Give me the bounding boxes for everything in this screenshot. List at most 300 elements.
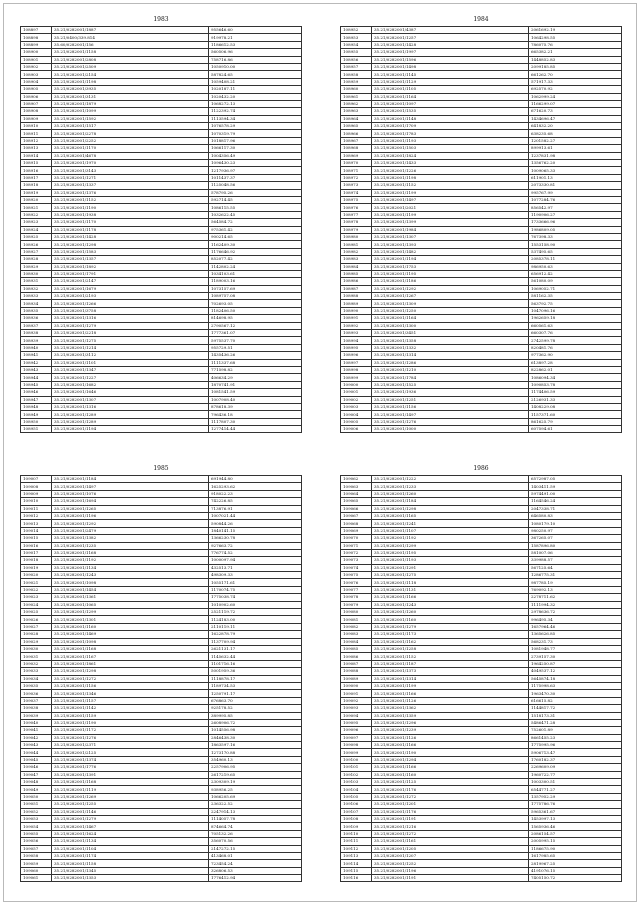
record-id-cell: 108916 (21, 167, 52, 174)
record-id-cell: 109038 (21, 705, 52, 712)
amount-cell: 1018817.96 (209, 137, 302, 144)
amount-cell: 5975537.70 (209, 337, 302, 344)
record-id-cell: 108906 (21, 93, 52, 100)
table-row (341, 520, 622, 527)
amount-cell: 2147272.15 (209, 845, 302, 852)
record-id-cell: 108927 (21, 248, 52, 255)
account-code-cell: 35.21/0282001/1105 (372, 86, 529, 93)
account-code-cell: 35.21/0282001/1201 (372, 801, 529, 808)
account-code-cell: 35.21/0282001/4678 (52, 152, 209, 159)
record-id-cell: 108937 (21, 322, 52, 329)
account-code-cell: 35.21/0282001/1076 (52, 490, 209, 497)
records-table (340, 26, 622, 433)
amount-cell: 563792.75 (529, 300, 622, 307)
table-row (341, 867, 622, 874)
account-code-cell: 35.21/0282001/1148 (372, 115, 529, 122)
table-row (21, 63, 302, 70)
account-code-cell: 35.21/0282001/1195 (372, 270, 529, 277)
table-row (341, 211, 622, 218)
table-row (341, 697, 622, 704)
amount-cell: 1164546.24 (529, 498, 622, 505)
account-code-cell: 35.21/0282001/1292 (52, 520, 209, 527)
account-code-cell: 35.21/0282001/1142 (52, 705, 209, 712)
account-code-cell: 35.21/0282001/1824 (372, 152, 529, 159)
record-id-cell: 108934 (21, 300, 52, 307)
table-row (21, 483, 302, 490)
table-row (21, 189, 302, 196)
amount-cell: 713876.91 (209, 505, 302, 512)
record-id-cell: 109112 (341, 845, 372, 852)
account-code-cell: 35.21/0282001/1164 (372, 93, 529, 100)
amount-cell: 1020187.11 (209, 86, 302, 93)
table-row (341, 557, 622, 564)
amount-cell: 692570.92 (529, 86, 622, 93)
amount-cell: 1122392.74 (209, 108, 302, 115)
account-code-cell: 35.21/0282001/1186 (372, 278, 529, 285)
record-id-cell: 108920 (21, 196, 52, 203)
amount-cell: 656912.42 (529, 270, 622, 277)
amount-cell: 567125.64 (529, 564, 622, 571)
record-id-cell: 109052 (21, 808, 52, 815)
account-code-cell: 35.21/0282001/1104 (52, 845, 209, 852)
record-id-cell: 109104 (341, 786, 372, 793)
record-id-cell: 109014 (21, 527, 52, 534)
record-id-cell: 109040 (21, 719, 52, 726)
record-id-cell: 108949 (21, 411, 52, 418)
record-id-cell: 108977 (341, 211, 372, 218)
table-row (341, 845, 622, 852)
table-row (341, 756, 622, 763)
amount-cell: 702693.05 (209, 300, 302, 307)
amount-cell: 1408229.08 (529, 403, 622, 410)
record-id-cell: 108928 (21, 256, 52, 263)
record-id-cell: 109072 (341, 549, 372, 556)
records-table (340, 475, 622, 882)
table-row (21, 527, 302, 534)
amount-cell: 561080.09 (529, 278, 622, 285)
amount-cell: 1050910.00 (209, 63, 302, 70)
record-id-cell: 109103 (341, 779, 372, 786)
record-id-cell: 108952 (341, 27, 372, 34)
amount-cell: 5974491.00 (529, 490, 622, 497)
account-code-cell: 35.21/0282001/1129 (372, 78, 529, 85)
amount-cell: 1142802.24 (209, 263, 302, 270)
record-id-cell: 109057 (21, 845, 52, 852)
account-code-cell: 35.21/0282001/1166 (372, 764, 529, 771)
table-row (341, 160, 622, 167)
account-code-cell: 35.21/0282001/1118 (372, 579, 529, 586)
block-title: 1985 (153, 465, 169, 472)
record-id-cell: 108967 (341, 137, 372, 144)
account-code-cell: 35.21/0282001/1187 (372, 660, 529, 667)
record-id-cell: 108913 (21, 145, 52, 152)
amount-cell: 571917.33 (529, 78, 622, 85)
account-code-cell: 35.21/0282001/1357 (52, 256, 209, 263)
account-code-cell: 35.21/0282001/1276 (372, 418, 529, 425)
table-row (341, 505, 622, 512)
table-row (341, 293, 622, 300)
account-code-cell: 35.21/0282001/1216 (372, 823, 529, 830)
amount-cell: 1089757.08 (209, 293, 302, 300)
amount-cell: 1963470.30 (529, 690, 622, 697)
record-id-cell: 108990 (341, 307, 372, 314)
amount-cell: 1066205.69 (209, 793, 302, 800)
record-id-cell: 109088 (341, 668, 372, 675)
table-row (341, 396, 622, 403)
account-code-cell: 35.21/0282001/1170 (52, 219, 209, 226)
table-row (341, 152, 622, 159)
amount-cell: 7405150.72 (529, 875, 622, 882)
record-id-cell: 109070 (341, 535, 372, 542)
table-row (341, 359, 622, 366)
table-row (21, 719, 302, 726)
record-id-cell: 109013 (21, 520, 52, 527)
table-row (341, 476, 622, 483)
table-row (21, 196, 302, 203)
table-row (21, 278, 302, 285)
account-code-cell: 35.21/0282001/1168 (52, 549, 209, 556)
account-code-cell: 35.21/0282001/1454 (52, 586, 209, 593)
table-row (21, 572, 302, 579)
table-row (341, 352, 622, 359)
record-id-cell: 109029 (21, 638, 52, 645)
amount-cell: 975361.42 (209, 226, 302, 233)
table-row (21, 137, 302, 144)
record-id-cell: 109026 (21, 616, 52, 623)
account-code-cell: 35.21/0282001/3451 (372, 330, 529, 337)
amount-cell: 786075.76 (529, 41, 622, 48)
record-id-cell: 109051 (21, 801, 52, 808)
account-code-cell: 35.21/0282001/1292 (372, 285, 529, 292)
account-code-cell: 35.21/0282001/1887 (52, 27, 209, 34)
amount-cell: 2047338.71 (529, 505, 622, 512)
record-id-cell: 109109 (341, 823, 372, 830)
table-row (341, 705, 622, 712)
table-row (21, 56, 302, 63)
amount-cell: 2061692.19 (529, 27, 622, 34)
account-code-cell: 35.21/0282001/1000 (372, 426, 529, 433)
table-row (21, 337, 302, 344)
record-id-cell: 108986 (341, 278, 372, 285)
account-code-cell: 35.21/0282001/1279 (372, 623, 529, 630)
record-id-cell: 108993 (341, 330, 372, 337)
account-code-cell: 35.21/0282001/1316 (52, 315, 209, 322)
account-code-cell: 35.21/0282001/1097 (372, 100, 529, 107)
record-id-cell: 108972 (341, 174, 372, 181)
table-row (21, 426, 302, 433)
amount-cell: 356070.56 (209, 838, 302, 845)
amount-cell: 1070319.79 (209, 130, 302, 137)
amount-cell: 2521119.72 (209, 609, 302, 616)
table-row (21, 115, 302, 122)
record-id-cell: 108921 (21, 204, 52, 211)
record-id-cell: 108946 (21, 389, 52, 396)
record-id-cell: 109039 (21, 712, 52, 719)
amount-cell: 354960.13 (209, 756, 302, 763)
account-code-cell: 35.60/0282001/156 (52, 41, 209, 48)
account-code-cell: 35.21/0282001/1984 (372, 226, 529, 233)
account-code-cell: 35.21/0282001/1195 (372, 549, 529, 556)
record-id-cell: 109007 (21, 476, 52, 483)
amount-cell: 1189003.16 (209, 278, 302, 285)
record-id-cell: 108940 (21, 344, 52, 351)
table-row (341, 771, 622, 778)
amount-cell: 1114057.78 (209, 815, 302, 822)
amount-cell: 1059408.21 (209, 78, 302, 85)
amount-cell: 661262.70 (529, 71, 622, 78)
table-row (21, 248, 302, 255)
amount-cell: 665382.21 (529, 49, 622, 56)
account-code-cell: 35.21/0282001/1098 (52, 638, 209, 645)
account-code-cell: 35.21/0282001/3758 (52, 307, 209, 314)
account-code-cell: 35.21/0282001/1391 (52, 771, 209, 778)
amount-cell: 856542.97 (529, 204, 622, 211)
account-code-cell: 35.21/0282001/1241 (372, 520, 529, 527)
amount-cell: 1777361.07 (209, 330, 302, 337)
record-id-cell: 108992 (341, 322, 372, 329)
table-row (341, 182, 622, 189)
account-code-cell: 35.21/0282001/2371 (52, 742, 209, 749)
amount-cell: 5906713.47 (529, 749, 622, 756)
account-code-cell: 35.21/0282001/1166 (372, 742, 529, 749)
account-code-cell: 35.21/0282001/1267 (372, 293, 529, 300)
account-code-cell: 35.21/0282001/1251 (372, 396, 529, 403)
account-code-cell: 35.21/0282001/1469 (52, 631, 209, 638)
table-row (341, 241, 622, 248)
table-row (341, 823, 622, 830)
table-row (341, 483, 622, 490)
amount-cell: 1273170.88 (209, 749, 302, 756)
table-row (341, 93, 622, 100)
table-row (341, 808, 622, 815)
amount-cell: 1175998.63 (529, 682, 622, 689)
account-code-cell: 35.21/0282001/1160 (52, 623, 209, 630)
year-block-1983 (20, 16, 302, 433)
table-row (21, 838, 302, 845)
table-row (341, 852, 622, 859)
amount-cell: 1553158.90 (529, 241, 622, 248)
account-code-cell: 35.21/0282001/1374 (52, 756, 209, 763)
table-row (21, 653, 302, 660)
record-id-cell: 108951 (21, 426, 52, 433)
account-code-cell: 35.21/0282001/1190 (52, 204, 209, 211)
record-id-cell: 109012 (21, 512, 52, 519)
table-row (341, 322, 622, 329)
record-id-cell: 108998 (341, 366, 372, 373)
record-id-cell: 109019 (21, 564, 52, 571)
account-code-cell: 35.21/0282001/1289 (52, 418, 209, 425)
account-code-cell: 35.21/0282001/1158 (52, 49, 209, 56)
record-id-cell: 108983 (341, 256, 372, 263)
table-row (341, 653, 622, 660)
record-id-cell: 109031 (21, 653, 52, 660)
record-id-cell: 108999 (341, 374, 372, 381)
amount-cell: 1034103.61 (209, 270, 302, 277)
amount-cell: 878618.39 (209, 403, 302, 410)
record-id-cell: 108922 (21, 211, 52, 218)
record-id-cell: 109116 (341, 875, 372, 882)
table-row (21, 535, 302, 542)
amount-cell: 1962659.18 (529, 315, 622, 322)
record-id-cell: 109096 (341, 727, 372, 734)
amount-cell: 977362.90 (529, 352, 622, 359)
account-code-cell: 35.21/0282001/1162 (372, 638, 529, 645)
record-id-cell: 109018 (21, 557, 52, 564)
record-id-cell: 108929 (21, 263, 52, 270)
amount-cell: 1062999.24 (529, 93, 622, 100)
account-code-cell: 35.21/0282001/1753 (372, 263, 529, 270)
record-id-cell: 108985 (341, 270, 372, 277)
account-code-cell: 35.21/0282001/1358 (372, 337, 529, 344)
record-id-cell: 108900 (21, 49, 52, 56)
amount-cell: 568231.73 (529, 638, 622, 645)
record-id-cell: 109066 (341, 505, 372, 512)
amount-cell: 367265.07 (529, 535, 622, 542)
record-id-cell: 109093 (341, 705, 372, 712)
record-id-cell: 108959 (341, 78, 372, 85)
amount-cell: 1003300.51 (529, 779, 622, 786)
record-id-cell: 109023 (21, 594, 52, 601)
amount-cell: 1080179.10 (529, 520, 622, 527)
record-id-cell: 109015 (21, 535, 52, 542)
account-code-cell: 35.21/0282001/1784 (372, 374, 529, 381)
table-row (341, 374, 622, 381)
amount-cell: 1365626.85 (529, 631, 622, 638)
amount-cell: 987785.19 (529, 579, 622, 586)
table-row (341, 71, 622, 78)
table-row (21, 160, 302, 167)
amount-cell: 1277414.44 (209, 426, 302, 433)
account-code-cell: 35.21/0282001/2021 (372, 204, 529, 211)
amount-cell: 1403411.59 (529, 483, 622, 490)
amount-cell: 822862.01 (529, 366, 622, 373)
record-id-cell: 109085 (341, 645, 372, 652)
record-id-cell: 108905 (21, 86, 52, 93)
amount-cell: 1625293.62 (209, 483, 302, 490)
table-row (21, 93, 302, 100)
record-id-cell: 108964 (341, 115, 372, 122)
record-id-cell: 108899 (21, 41, 52, 48)
table-row (341, 330, 622, 337)
table-row (341, 219, 622, 226)
table-row (21, 182, 302, 189)
record-id-cell: 108931 (21, 278, 52, 285)
record-id-cell: 109097 (341, 734, 372, 741)
record-id-cell: 108902 (21, 63, 52, 70)
record-id-cell: 109078 (341, 594, 372, 601)
account-code-cell: 35.21/0282001/1275 (52, 337, 209, 344)
amount-cell: 581162.35 (529, 293, 622, 300)
account-code-cell: 35.21/0282001/1517 (52, 123, 209, 130)
table-row (341, 86, 622, 93)
account-code-cell: 35.21/0282001/1157 (52, 697, 209, 704)
record-id-cell: 108968 (341, 145, 372, 152)
account-code-cell: 35.21/0282001/1997 (372, 49, 529, 56)
record-id-cell: 109082 (341, 623, 372, 630)
amount-cell: 1518173.31 (529, 712, 622, 719)
table-row (21, 557, 302, 564)
table-row (21, 396, 302, 403)
record-id-cell: 108950 (21, 418, 52, 425)
table-row (341, 609, 622, 616)
amount-cell: 389995.85 (209, 712, 302, 719)
account-code-cell: 35.21/0282001/1152 (52, 196, 209, 203)
table-row (341, 300, 622, 307)
account-code-cell: 35.21/0282001/1275 (372, 572, 529, 579)
table-row (341, 344, 622, 351)
table-row (21, 549, 302, 556)
account-code-cell: 35.21/0282001/1205 (372, 845, 529, 852)
record-id-cell: 109060 (21, 867, 52, 874)
record-id-cell: 108953 (341, 34, 372, 41)
account-code-cell: 35.21/0282001/1298 (372, 505, 529, 512)
amount-cell: 1870741.91 (209, 381, 302, 388)
amount-cell: 5965361.67 (529, 808, 622, 815)
account-code-cell: 35.21/0282001/1497 (372, 411, 529, 418)
table-row (21, 542, 302, 549)
record-id-cell: 108956 (341, 56, 372, 63)
amount-cell: 1176646.92 (209, 248, 302, 255)
record-id-cell: 108965 (341, 123, 372, 130)
account-code-cell: 35.21/0282001/1428 (52, 233, 209, 240)
account-code-cell: 35.21/0282001/2252 (52, 137, 209, 144)
amount-cell: 1840141.15 (209, 527, 302, 534)
record-id-cell: 108969 (341, 152, 372, 159)
account-code-cell: 35.21/0282001/1694 (52, 498, 209, 505)
amount-cell: 1096430.23 (209, 160, 302, 167)
account-code-cell: 35.21/0282001/1936 (372, 389, 529, 396)
table-row (21, 476, 302, 483)
table-row (21, 293, 302, 300)
record-id-cell: 108897 (21, 27, 52, 34)
amount-cell: 2819967.25 (529, 860, 622, 867)
record-id-cell: 108989 (341, 300, 372, 307)
records-table (20, 475, 302, 882)
amount-cell: 1863597.16 (209, 742, 302, 749)
record-id-cell: 109074 (341, 564, 372, 571)
account-code-cell: 35.21/0282001/1191 (372, 875, 529, 882)
amount-cell: 1587896.80 (529, 542, 622, 549)
record-id-cell: 108973 (341, 182, 372, 189)
record-id-cell: 108936 (21, 315, 52, 322)
amount-cell: 581007.06 (529, 549, 622, 556)
amount-cell: 2099185.85 (529, 63, 622, 70)
table-row (341, 712, 622, 719)
account-code-cell: 35.21/0282001/1126 (372, 734, 529, 741)
record-id-cell: 108954 (341, 41, 372, 48)
record-id-cell: 109035 (21, 682, 52, 689)
table-row (21, 204, 302, 211)
table-row (21, 645, 302, 652)
amount-cell: 1014556.98 (209, 727, 302, 734)
amount-cell: 2247914.13 (209, 808, 302, 815)
account-code-cell: 35.21/0282001/1503 (372, 145, 529, 152)
record-id-cell: 109047 (21, 771, 52, 778)
record-id-cell: 108909 (21, 115, 52, 122)
account-code-cell: 35.21/0282001/1272 (372, 793, 529, 800)
table-row (341, 601, 622, 608)
amount-cell: 1775786.76 (529, 801, 622, 808)
record-id-cell: 108978 (341, 219, 372, 226)
amount-cell: 874664.74 (209, 823, 302, 830)
table-row (21, 263, 302, 270)
account-code-cell: 35.21/0282001/2278 (52, 130, 209, 137)
table-row (21, 366, 302, 373)
amount-cell: 236322.52 (209, 801, 302, 808)
account-code-cell: 35.21/0282001/1296 (372, 719, 529, 726)
table-row (21, 734, 302, 741)
table-row (21, 100, 302, 107)
